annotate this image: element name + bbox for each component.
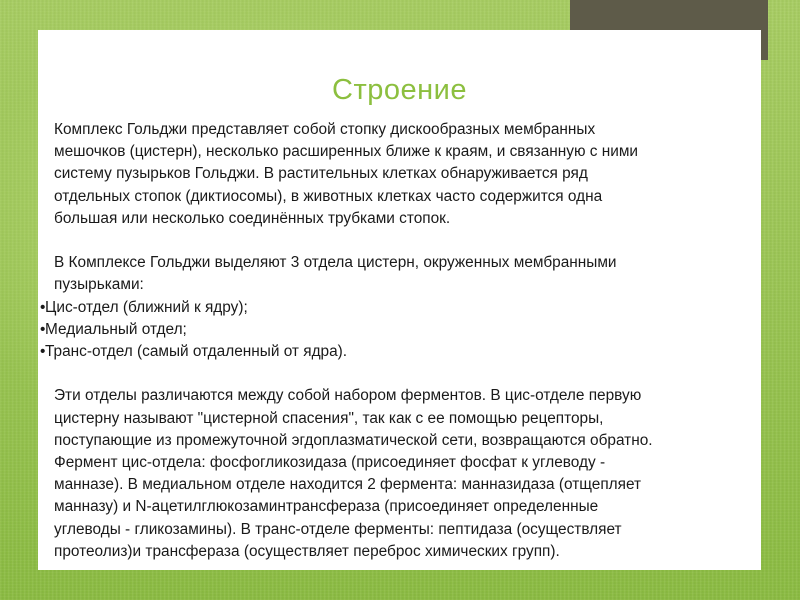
bullet-item [40,319,740,341]
bullet-mark: • [40,298,46,316]
intro-line: большая или несколько соединённых трубками стопок. [54,209,451,227]
enzymes-line: протеолиз)и трансфераза (осуществляет переброс химических групп). [54,542,560,560]
intro-line: систему пузырьков Гольджи. В растительных клетках обнаруживается ряд [54,165,588,183]
paragraph-spacer [54,230,754,252]
bullet-text: Цис-отдел (ближний к ядру); [45,298,248,316]
intro-line: отдельных стопок (диктиосомы), в животных клетках часто содержится одна [54,187,603,205]
enzymes-line: манназе). В медиальном отделе находится 2 фермента: манназидаза (отщепляет [54,476,642,494]
enzymes-line: поступающие из промежуточной эгдоплазматической сети, возвращаются обратно. [54,431,653,449]
sections-line: пузырьками: [54,276,144,294]
paragraph-spacer [54,363,754,385]
intro-line: мешочков (цистерн), несколько расширенных ближе к краям, и связанную с ними [54,143,639,161]
bullet-text: Транс-отдел (самый отдаленный от ядра). [45,343,348,361]
intro-line: Комплекс Гольджи представляет собой стопку дискообразных мембранных [54,121,596,138]
bullet-mark: • [40,343,46,361]
slide-body [40,119,754,563]
bullet-item [40,341,740,363]
bullet-item [40,297,740,319]
enzymes-line: цистерну называют "цистерной спасения", так как с ее помощью рецепторы, [54,409,604,427]
enzymes-line: углеводы - гликозамины). В транс-отделе ферменты: пептидаза (осуществляет [54,520,622,538]
slide-title: Строение [332,74,467,106]
bullet-mark: • [40,320,46,338]
enzymes-line: манназу) и N-ацетилглюкозаминтрансфераза (присоединяет определенные [54,498,599,516]
enzymes-line: Эти отделы различаются между собой набором ферментов. В цис-отделе первую [54,387,642,405]
slide-card [38,30,761,570]
enzymes-line: Фермент цис-отдела: фосфогликозидаза (присоединяет фосфат к углеводу - [54,454,606,472]
bullet-text: Медиальный отдел; [45,320,187,338]
sections-line: В Комплексе Гольджи выделяют 3 отдела цистерн, окруженных мембранными [54,254,617,272]
